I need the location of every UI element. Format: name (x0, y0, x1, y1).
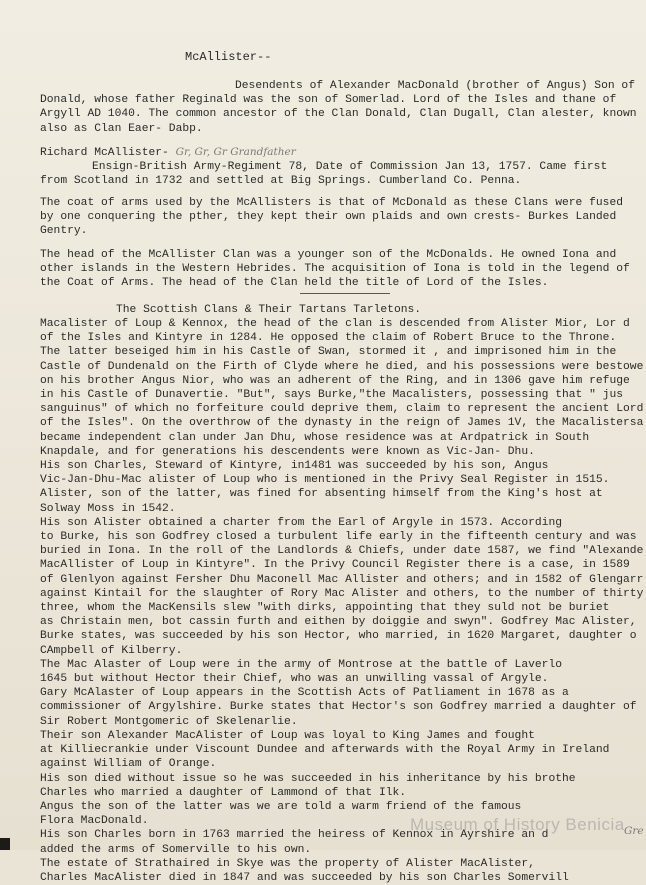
scan-corner (0, 838, 10, 850)
text-line: became independent clan under Jan Dhu, whose residence was at Ardpatrick in South (40, 431, 590, 444)
text-line: in his Castle of Dunavertie. "But", says Burke,"the Macalisters, possessing that " jus (40, 389, 624, 402)
text-line: The Mac Alaster of Loup were in the army of Montrose at the battle of Laverlo (40, 658, 563, 671)
underline-mark (300, 293, 390, 294)
text-line: from Scotland in 1732 and settled at Big Springs. Cumberland Co. Penna. (40, 175, 522, 188)
text-line: His son Charles, Steward of Kintyre, in1481 was succeeded by his son, Angus (40, 460, 549, 473)
tartans-heading: The Scottish Clans & Their Tartans Tarletons. (116, 304, 422, 316)
text-line: Angus the son of the latter was we are told a warm friend of the famous (40, 800, 522, 813)
text-line: at Killiecrankie under Viscount Dundee and afterwards with the Royal Army in Ireland (40, 744, 610, 757)
text-line: three, whom the MacKensils slew "with dirks, appointing that they suld not be buriet (40, 602, 610, 615)
text-line: of the Isles". On the overthrow of the dynasty in the reign of James 1V, the Macalistersa (40, 417, 644, 430)
text-line: added the arms of Somerville to his own. (40, 843, 312, 856)
text-line: 1645 but without Hector their Chief, who was an unwilling vassal of Argyle. (40, 673, 549, 686)
history-body (40, 317, 643, 885)
text-line: Burke states, was succeeded by his son Hector, who married, in 1620 Margaret, daughter o (40, 630, 637, 643)
text-line: as Christain men, bot cassin furth and eithen by doiggie and swyn". Godfrey Mac Alister, (40, 616, 637, 629)
text-line: Sir Robert Montgomeric of Skelenarlie. (40, 715, 298, 728)
text-line: Donald, whose father Reginald was the son of Somerlad. Lord of the Isles and thane of (40, 94, 617, 107)
text-line: CAmpbell of Kilberry. (40, 644, 183, 657)
text-line: Castle of Dundenald on the Firth of Clyde where he died, and his possessions were bestowe (40, 360, 644, 373)
handwritten-note: Gr, Gr, Gr Grandfather (175, 146, 296, 158)
text-line: sanguinus" of which no forfeiture could deprive them, claim to represent the ancient Lord (40, 403, 644, 416)
text-line: Charles MacAlister died in 1847 and was succeeded by his son Charles Somervill (40, 871, 569, 884)
text-line: His son Charles born in 1763 married the heiress of Kennox in Ayrshire an d (40, 829, 549, 842)
text-line: of the Isles and Kintyre in 1284. He opposed the claim of Robert Bruce to the Throne. (40, 332, 617, 345)
text-line: Knapdale, and for generations his descendents were known as Vic-Jan- Dhu. (40, 445, 535, 458)
text-line: also as Clan Eaer- Dabp. (40, 122, 203, 135)
text-line: Argyll AD 1040. The common ancestor of the Clan Donald, Clan Dugall, Clan alester, known (40, 108, 637, 121)
document-title: McAllister-- (185, 50, 272, 64)
richard-name: Richard McAllister- (40, 147, 169, 159)
text-line: MacAllister of Loup in Kintyre". In the Privy Council Register there is a case, in 1589 (40, 559, 630, 572)
text-line: Gary McAlaster of Loup appears in the Scottish Acts of Patliament in 1678 as a (40, 687, 569, 700)
text-line: His son died without issue so he was succeeded in his inheritance by his brothe (40, 772, 576, 785)
museum-watermark: Museum of History Benicia (410, 815, 625, 834)
text-line: Ensign-British Army-Regiment 78, Date of Commission Jan 13, 1757. Came first (92, 161, 608, 174)
text-line: commissioner of Argylshire. Burke states that Hector's son Godfrey married a daughter of (40, 701, 637, 714)
text-line: Flora MacDonald. (40, 815, 149, 828)
text-line: The head of the McAllister Clan was a younger son of the McDonalds. He owned Iona and (40, 249, 617, 261)
text-line: against William of Orange. (40, 758, 217, 771)
text-line: Solway Moss in 1542. (40, 502, 176, 515)
text-line: Their son Alexander MacAlister of Loup was loyal to King James and fought (40, 729, 535, 742)
text-line: The coat of arms used by the McAllisters is that of McDonald as these Clans were fused (40, 197, 624, 209)
text-line: to Burke, his son Godfrey closed a turbulent life early in the fifteenth century and was (40, 531, 637, 544)
text-line: of Glenlyon against Fersher Dhu Maconell Mac Allister and others; and in 1582 of Glengarr (40, 573, 644, 586)
text-line: Vic-Jan-Dhu-Mac alister of Loup who is mentioned in the Privy Seal Register in 1515. (40, 474, 610, 487)
coat-of-arms-paragraph (40, 196, 623, 239)
text-line: by one conquering the pther, they kept their own plaids and own crests- Burkes Landed (40, 211, 617, 224)
text-line: Alister, son of the latter, was fined for absenting himself from the King's host at (40, 488, 603, 501)
text-line: other islands in the Western Hebrides. The acquisition of Iona is told in the legend of (40, 263, 630, 276)
margin-note: Gre (624, 825, 644, 837)
text-line: The estate of Strathaired in Skye was the property of Alister MacAlister, (40, 857, 535, 870)
text-line: the Coat of Arms. The head of the Clan held the title of Lord of the Isles. (40, 277, 549, 290)
lineage-paragraph (40, 79, 637, 136)
text-line: His son Alister obtained a charter from the Earl of Argyle in 1573. According (40, 516, 563, 529)
text-line: Macalister of Loup & Kennox, the head of the clan is descended from Alister Mior, Lor d (40, 318, 630, 330)
text-line: against Kintail for the slaughter of Rory Mac Alister and others, to the number of thirty (40, 587, 644, 600)
text-line: Charles who married a daughter of Lammond of that Ilk. (40, 786, 407, 799)
clan-head-paragraph (40, 248, 630, 291)
text-line: The latter beseiged him in his Castle of Swan, stormed it , and imprisoned him in the (40, 346, 617, 359)
text-line: buried in Iona. In the roll of the Landlords & Chiefs, under date 1587, we find "Alexande (40, 545, 644, 558)
richard-section (40, 145, 607, 189)
text-line: Gentry. (40, 225, 88, 238)
text-line: on his brother Angus Nior, who was an adherent of the Ring, and in 1306 gave him refuge (40, 374, 630, 387)
text-line: Desendents of Alexander MacDonald (brother of Angus) Son of (235, 80, 635, 92)
